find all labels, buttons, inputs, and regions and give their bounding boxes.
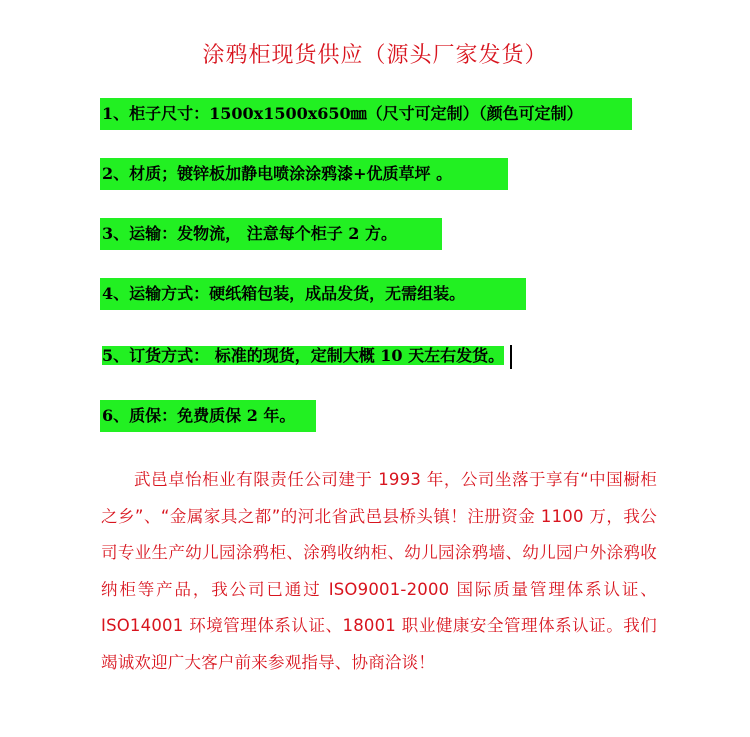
spec-line-size: 1、柜子尺寸：1500x1500x650㎜（尺寸可定制）（颜色可定制） — [100, 98, 632, 130]
page-title: 涂鸦柜现货供应（源头厂家发货） — [202, 43, 548, 68]
spec-line-warranty: 6、质保：免费质保 2 年。 — [100, 400, 316, 432]
company-intro-paragraph: 武邑卓怡柜业有限责任公司建于 1993 年，公司坐落于享有“中国橱柜之乡”、“金属家具之都”的河北省武邑县桥头镇！注册资金 1100 万，我公司专业生产幼儿园涂鸦柜、涂鸦收纳柜、幼儿园涂鸦墙、幼儿园户外涂鸦收纳柜等产品，我公司已通过 ISO9001-2000 国际质量管理体系认证、ISO14001 环境管理体系认证、18001 职业健康安全管理体系认证。我们竭诚欢迎广大客户前来参观指导、协商洽谈！ — [101, 470, 657, 672]
spec-line-ordering-text: 5、订货方式： 标准的现货，定制大概 10 天左右发货。 — [102, 346, 505, 365]
spec-line-transport: 3、运输：发物流， 注意每个柜子 2 方。 — [100, 218, 442, 250]
spec-line-ordering — [100, 340, 518, 372]
spec-line-material: 2、材质；镀锌板加静电喷涂涂鸦漆+优质草坪 。 — [100, 158, 508, 190]
spec-line-shipping-method: 4、运输方式：硬纸箱包装，成品发货，无需组装。 — [100, 278, 526, 310]
text-cursor — [510, 345, 512, 369]
